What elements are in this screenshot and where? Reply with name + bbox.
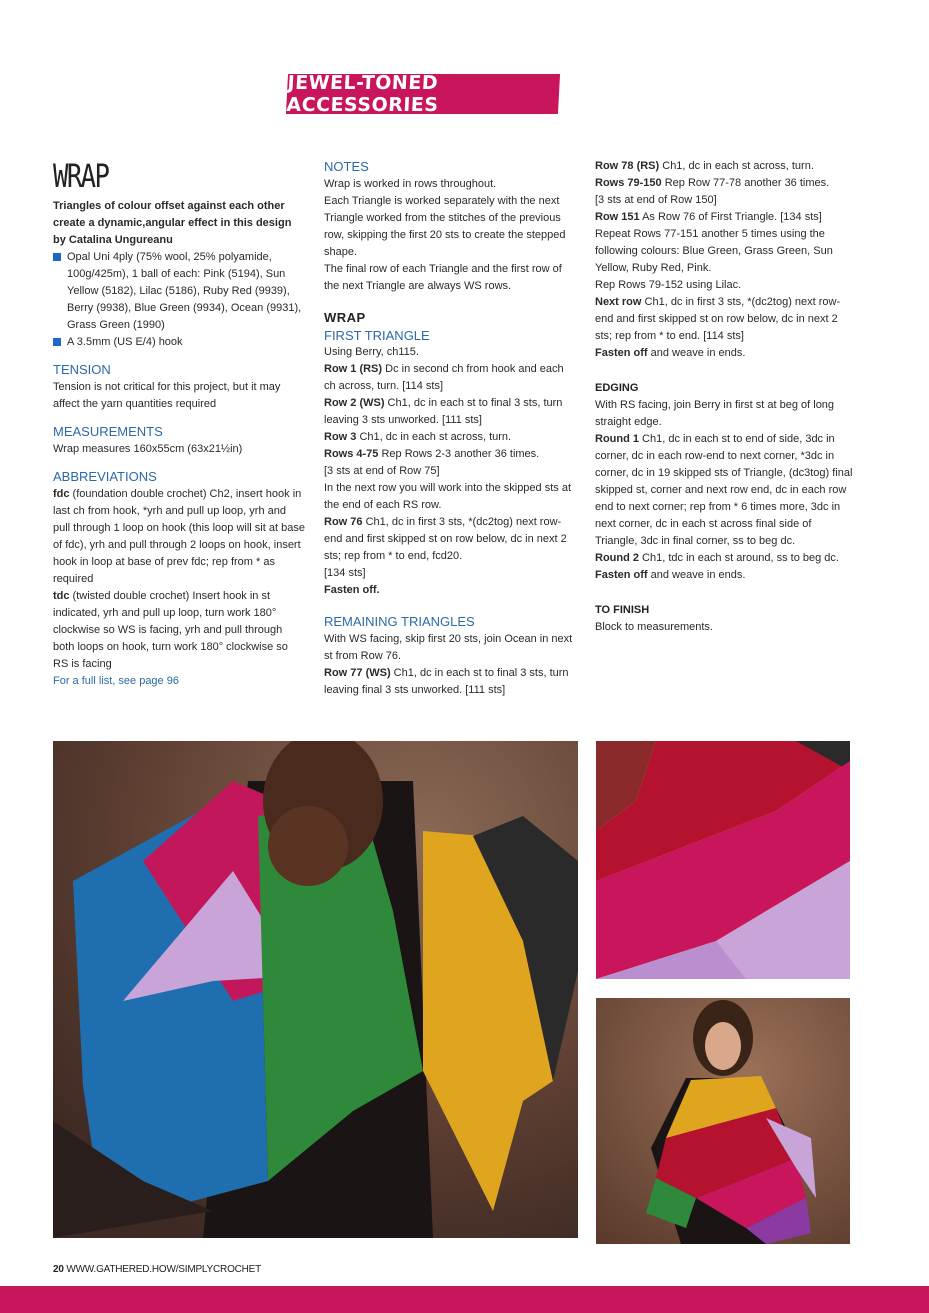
notes-text: Wrap is worked in rows throughout. (324, 178, 497, 190)
row-label: Row 77 (WS) (324, 667, 391, 679)
materials-yarn: Opal Uni 4ply (75% wool, 25% polyamide, 100g/425m), 1 ball of each: Pink (5194), Sun Yellow (5182), Lilac (5186), Ruby Red (9939), Berry (9938), Blue Green (9934), Ocean (9931), Grass Green (1990) (67, 251, 302, 331)
measurements-text: Wrap measures 160x55cm (63x21½in) (53, 443, 243, 455)
row-note: [3 sts at end of Row 75] (324, 465, 440, 477)
fasten-off (324, 582, 578, 599)
column-3 (595, 158, 853, 636)
column-2 (324, 158, 578, 699)
row-text: Ch1, dc in each st across, turn. (659, 160, 814, 172)
abbreviation-term: fdc (53, 488, 70, 500)
row-label: Row 2 (WS) (324, 397, 385, 409)
row-text: Ch1, dc in each st to final 3 sts, turn leaving final 3 sts unworked. [111 sts] (324, 667, 569, 696)
photo-wrap-back-view (53, 741, 578, 1238)
wrap-closeup-illustration (596, 741, 850, 979)
row-label: Row 76 (324, 516, 363, 528)
pattern-intro: Triangles of colour offset against each other create a dynamic,angular effect in this design by Catalina Ungureanu (53, 200, 292, 246)
materials-item (53, 334, 305, 351)
notes-text: The final row of each Triangle and the first row of the next Triangle are always WS rows. (324, 263, 562, 292)
section-banner (286, 74, 560, 114)
photo-wrap-closeup (596, 741, 850, 979)
bullet-square-icon (53, 338, 61, 346)
notes-text: Each Triangle is worked separately with the next Triangle worked from the stitches of the previous row, skipping the first 20 sts to create the stepped shape. (324, 195, 566, 258)
fasten-off (595, 345, 853, 362)
bullet-square-icon (53, 253, 61, 261)
round-text: Ch1, tdc in each st around, ss to beg dc. (639, 552, 839, 564)
row-label: Next row (595, 296, 642, 308)
section-banner-text: JEWEL-TONED ACCESSORIES (285, 72, 440, 116)
row-instruction (595, 550, 853, 567)
row-instruction (324, 395, 578, 429)
row-label: Row 78 (RS) (595, 160, 660, 172)
photo-model-wearing-wrap (596, 998, 850, 1244)
materials-hook: A 3.5mm (US E/4) hook (67, 336, 183, 348)
first-triangle-heading: FIRST TRIANGLE (324, 328, 430, 343)
fasten-off-label: Fasten off. (324, 584, 380, 596)
fasten-off-text: and weave in ends. (647, 347, 746, 359)
row-instruction (595, 294, 853, 345)
abbreviation-text: (foundation double crochet) Ch2, insert hook in last ch from hook, *yrh and pull up loop, yrh and pull through 1 loop on hook (this loop will sit at base of fdc), yrh and pull through 2 loops on hook, insert hook in loop at base of prev fdc; rep from * as required (53, 488, 305, 585)
page-footer (53, 1264, 261, 1275)
materials-item (53, 249, 305, 334)
row-instruction (324, 665, 578, 699)
row-text: Ch1, dc in each st to final 3 sts, turn leaving 3 sts unworked. [111 sts] (324, 397, 563, 426)
pattern-title: WRAP (53, 157, 109, 195)
round-label: Round 2 (595, 552, 639, 564)
row-instruction (595, 175, 853, 192)
fasten-off-label: Fasten off (595, 569, 648, 581)
page-number: 20 (53, 1264, 64, 1275)
row-instruction (324, 446, 578, 463)
row-instruction (324, 429, 578, 446)
round-label: Round 1 (595, 433, 639, 445)
row-label: Row 1 (RS) (324, 363, 383, 375)
row-text: Dc in second ch from hook and each ch across, turn. [114 sts] (324, 363, 564, 392)
instruction-text: With RS facing, join Berry in first st at beg of long straight edge. (595, 399, 835, 428)
instruction-text: Repeat Rows 77-151 another 5 times using the following colours: Blue Green, Grass Green, Sun Yellow, Ruby Red, Pink. (595, 228, 833, 274)
row-instruction (324, 514, 578, 565)
wrap-heading: WRAP (324, 310, 366, 325)
measurements-heading: MEASUREMENTS (53, 424, 163, 439)
row-instruction (595, 431, 853, 550)
model-illustration (596, 998, 850, 1244)
row-text: Ch1, dc in each st across, turn. (356, 431, 512, 443)
column-1 (53, 158, 305, 690)
row-label: Row 151 (595, 211, 640, 223)
instruction-text: Block to measurements. (595, 621, 713, 633)
footer-url: WWW.GATHERED.HOW/SIMPLYCROCHET (66, 1264, 262, 1275)
row-text: As Row 76 of First Triangle. [134 sts] (639, 211, 822, 223)
instruction-text: With WS facing, skip first 20 sts, join Ocean in next st from Row 76. (324, 633, 573, 662)
instruction-text: Rep Rows 79-152 using Lilac. (595, 279, 742, 291)
row-text: Ch1, dc in first 3 sts, *(dc2tog) next row-end and first skipped st on row below, dc in next 2 sts; rep from * to end. [114 sts] (595, 296, 841, 342)
full-list-reference: For a full list, see page 96 (53, 675, 179, 687)
row-label: Rows 79-150 (595, 177, 662, 189)
remaining-triangles-heading: REMAINING TRIANGLES (324, 614, 475, 629)
footer-bar (0, 1286, 929, 1313)
row-instruction (324, 361, 578, 395)
fasten-off-label: Fasten off (595, 347, 648, 359)
fasten-off (595, 567, 853, 584)
row-label: Rows 4-75 (324, 448, 379, 460)
row-note: [134 sts] (324, 567, 366, 579)
abbreviation-fdc (53, 486, 305, 588)
row-text: Rep Rows 2-3 another 36 times. (378, 448, 540, 460)
row-note: [3 sts at end of Row 150] (595, 194, 717, 206)
abbreviation-text: (twisted double crochet) Insert hook in st indicated, yrh and pull up loop, turn work 180° clockwise so WS is facing, yrh and pull through both loops on hook, turn work 180° clockwise so RS is facing (53, 590, 288, 670)
row-text: Rep Row 77-78 another 36 times. (661, 177, 830, 189)
instruction-text: Using Berry, ch115. (324, 346, 419, 358)
fasten-off-text: and weave in ends. (647, 569, 746, 581)
wrap-back-illustration (53, 741, 578, 1238)
edging-heading: EDGING (595, 382, 639, 394)
to-finish-heading: TO FINISH (595, 604, 650, 616)
row-text: Ch1, dc in first 3 sts, *(dc2tog) next row-end and first skipped st on row below, dc in next 2 sts; rep from * to end, fcd20. (324, 516, 567, 562)
round-text: Ch1, dc in each st to end of side, 3dc in corner, dc in each row-end to next corner, *3dc in corner, dc in 19 skipped sts of Triangle, (dc3tog) final skipped st, corner and next row end, dc in each row end to next corner; rep from * 6 times more, 3dc in next corner, dc in each st across final side of Triangle, 3dc in final corner, ss to beg dc. (595, 433, 853, 547)
notes-heading: NOTES (324, 159, 369, 174)
abbreviation-term: tdc (53, 590, 70, 602)
row-label: Row 3 (324, 431, 357, 443)
row-instruction (595, 158, 853, 175)
tension-text: Tension is not critical for this project, but it may affect the yarn quantities required (53, 381, 281, 410)
abbreviations-heading: ABBREVIATIONS (53, 469, 157, 484)
row-instruction (595, 209, 853, 226)
abbreviation-tdc (53, 588, 305, 673)
tension-heading: TENSION (53, 362, 111, 377)
instruction-text: In the next row you will work into the skipped sts at the end of each RS row. (324, 482, 572, 511)
